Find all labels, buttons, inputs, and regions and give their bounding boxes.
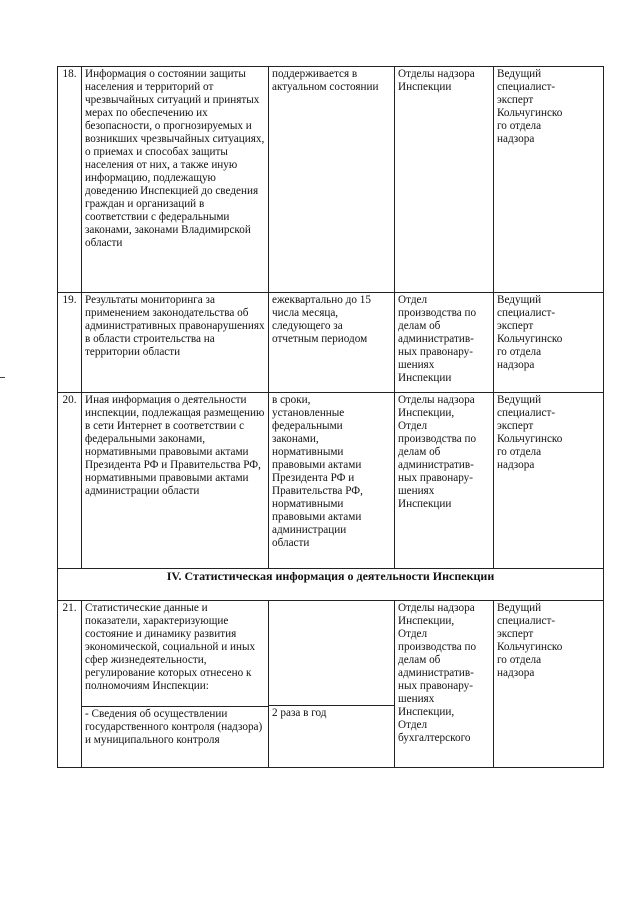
row-number: 18. bbox=[58, 67, 82, 293]
section-title: IV. Статистическая информация о деятельности Инспекции bbox=[58, 569, 604, 601]
department-cell: Отделы надзора Инспекции, Отдел производства по делам об административ- ных правонару- шениях Инспекции, Отдел бухгалтерского bbox=[395, 601, 494, 768]
table-row bbox=[58, 67, 604, 293]
period-cell: ежеквартально до 15 числа месяца, следующего за отчетным периодом bbox=[269, 293, 395, 393]
period-top bbox=[272, 601, 391, 705]
responsible-cell: Ведущий специалист- эксперт Кольчугинско го отдела надзора bbox=[494, 601, 604, 768]
info-cell: Результаты мониторинга за применением законодательства об административных правонарушениях в области строительства на территории области bbox=[82, 293, 269, 393]
table-row bbox=[58, 293, 604, 393]
info-top: Статистические данные и показатели, характеризующие состояние и динамику развития экономической, социальной и иных сфер жизнедеятельности, регулирование которых отнесено к полномочиям Инспекции: bbox=[85, 602, 256, 692]
period-bottom: 2 раза в год bbox=[269, 705, 394, 763]
period-cell: поддерживается в актуальном состоянии bbox=[269, 67, 395, 293]
period-cell bbox=[269, 601, 395, 768]
period-cell: в сроки, установленные федеральными законами, нормативными правовыми актами Президента РФ и Правительства РФ, нормативными правовыми актами администрации области bbox=[269, 393, 395, 569]
department-cell: Отделы надзора Инспекции bbox=[395, 67, 494, 293]
responsible-cell: Ведущий специалист- эксперт Кольчугинско го отдела надзора bbox=[494, 293, 604, 393]
info-cell bbox=[82, 601, 269, 768]
info-bottom: - Сведения об осуществлении государственного контроля (надзора) и муниципального контроля bbox=[82, 706, 268, 747]
section-row bbox=[58, 569, 604, 601]
info-cell: Информация о состоянии защиты населения и территорий от чрезвычайных ситуаций и принятых мерах по обеспечению их безопасности, о прогнозируемых и возникших чрезвычайных ситуациях, о приемах и способах защиты населения от них, а также иную информацию, подлежащую доведению Инспекцией до сведения граждан и организаций в соответствии с федеральными законами, законами Владимирской области bbox=[82, 67, 269, 293]
row-number: 19. bbox=[58, 293, 82, 393]
table-row bbox=[58, 601, 604, 768]
responsible-cell: Ведущий специалист- эксперт Кольчугинско го отдела надзора bbox=[494, 393, 604, 569]
margin-mark bbox=[0, 377, 5, 378]
information-table bbox=[57, 66, 604, 768]
info-cell: Иная информация о деятельности инспекции, подлежащая размещению в сети Интернет в соответствии с федеральными законами, нормативными правовыми актами Президента РФ и Правительства РФ, нормативными правовыми актами администрации области bbox=[82, 393, 269, 569]
row-number: 20. bbox=[58, 393, 82, 569]
responsible-cell: Ведущий специалист- эксперт Кольчугинско го отдела надзора bbox=[494, 67, 604, 293]
department-cell: Отдел производства по делам об административ- ных правонару- шениях Инспекции bbox=[395, 293, 494, 393]
row-number: 21. bbox=[58, 601, 82, 768]
department-cell: Отделы надзора Инспекции, Отдел производства по делам об административ- ных правонару- шениях Инспекции bbox=[395, 393, 494, 569]
table-row bbox=[58, 393, 604, 569]
